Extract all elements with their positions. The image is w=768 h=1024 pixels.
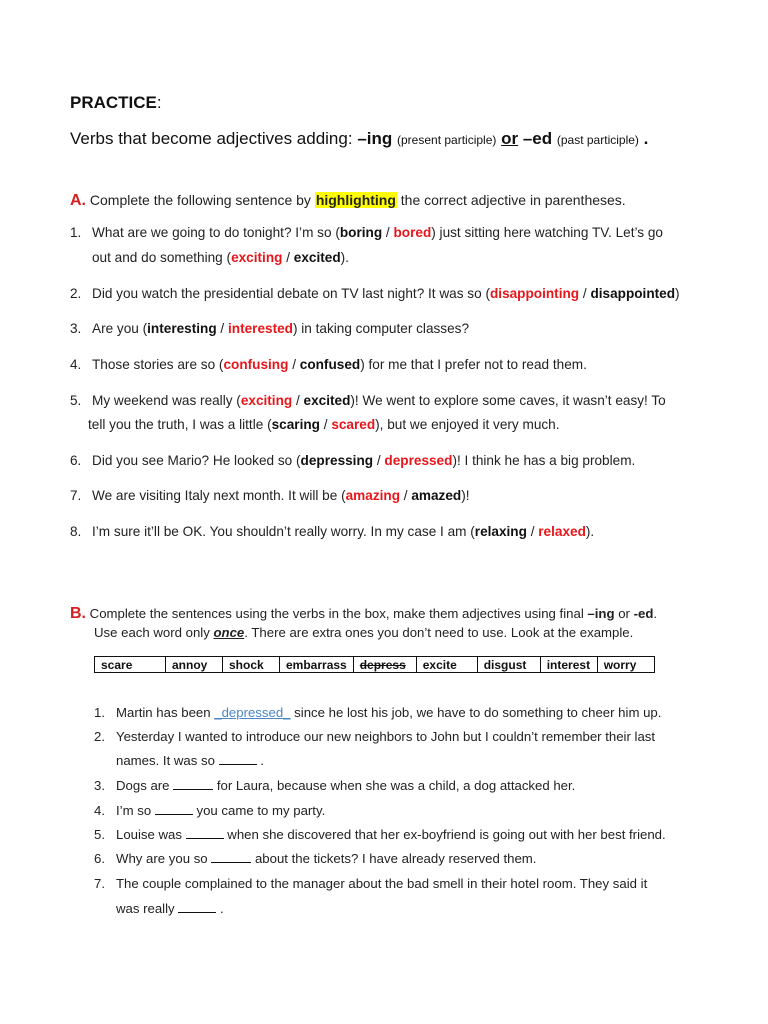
option-separator: / bbox=[319, 417, 332, 432]
item-number: 4. bbox=[94, 803, 105, 818]
item-text: What are we going to do tonight? I’m so ( bbox=[92, 225, 340, 240]
item-text: I’m sure it’ll be OK. You shouldn’t really worry. In my case I am ( bbox=[92, 524, 475, 539]
a-item-1 bbox=[70, 225, 663, 240]
item-number: 7. bbox=[70, 488, 82, 503]
option-separator: / bbox=[382, 225, 394, 240]
item-text: ). bbox=[585, 524, 595, 539]
section-b-text: . bbox=[653, 606, 658, 621]
option-b: excited bbox=[293, 250, 341, 265]
word-cell: interest bbox=[540, 657, 597, 673]
section-b-text: or bbox=[614, 606, 634, 621]
item-number: 3. bbox=[70, 321, 82, 336]
word-cell: scare bbox=[95, 657, 166, 673]
item-text: about the tickets? I have already reserved them. bbox=[251, 851, 537, 866]
item-text: Dogs are bbox=[116, 778, 174, 793]
a-item-1-line-2 bbox=[92, 250, 349, 265]
subtitle-ing: –ing bbox=[357, 129, 393, 148]
b-item-2-line-2 bbox=[116, 753, 264, 768]
option-separator: / bbox=[292, 393, 304, 408]
subtitle-ed-note: (past participle) bbox=[556, 133, 639, 147]
item-text: )! We went to explore some caves, it wasn’t easy! To bbox=[350, 393, 666, 408]
word-cell: disgust bbox=[477, 657, 540, 673]
page-title bbox=[70, 93, 162, 113]
word-cell: excite bbox=[416, 657, 477, 673]
a-item-8 bbox=[70, 524, 594, 539]
item-number: 5. bbox=[70, 393, 82, 408]
item-number: 6. bbox=[94, 851, 105, 866]
option-b: bored bbox=[393, 225, 432, 240]
section-b-instructions-line-2 bbox=[94, 625, 633, 640]
section-a-highlight: highlighting bbox=[315, 192, 396, 208]
item-text: Did you see Mario? He looked so ( bbox=[92, 453, 301, 468]
b-item-4 bbox=[94, 803, 325, 818]
option-separator: / bbox=[373, 453, 385, 468]
word-cell: shock bbox=[223, 657, 280, 673]
option-separator: / bbox=[526, 524, 539, 539]
subtitle bbox=[70, 129, 648, 149]
section-b-instructions-line-1 bbox=[70, 605, 657, 623]
item-text: Martin has been bbox=[116, 705, 215, 720]
item-text: Those stories are so ( bbox=[92, 357, 224, 372]
subtitle-lead: Verbs that become adjectives adding: bbox=[70, 129, 353, 148]
item-text: since he lost his job, we have to do something to cheer him up. bbox=[290, 705, 662, 720]
option-a: confusing bbox=[223, 357, 289, 372]
item-text: I’m so bbox=[116, 803, 155, 818]
section-b-text: Complete the sentences using the verbs in the box, make them adjectives using final bbox=[89, 606, 588, 621]
option-a: exciting bbox=[240, 393, 293, 408]
item-number: 1. bbox=[70, 225, 82, 240]
a-item-2 bbox=[70, 286, 680, 301]
option-separator: / bbox=[282, 250, 294, 265]
option-a: boring bbox=[339, 225, 383, 240]
item-text: names. It was so bbox=[116, 753, 219, 768]
item-text: was really bbox=[116, 901, 179, 916]
word-cell: worry bbox=[597, 657, 654, 673]
a-item-7 bbox=[70, 488, 470, 503]
subtitle-ed: –ed bbox=[522, 129, 553, 148]
option-b: excited bbox=[303, 393, 351, 408]
option-b: confused bbox=[299, 357, 361, 372]
section-a-text-after: the correct adjective in parentheses. bbox=[400, 192, 626, 208]
subtitle-end: . bbox=[643, 129, 649, 148]
section-b-text: Use each word only bbox=[94, 625, 214, 640]
item-text: Louise was bbox=[116, 827, 186, 842]
a-item-3 bbox=[70, 321, 469, 336]
item-text: My weekend was really ( bbox=[92, 393, 241, 408]
answer-blank[interactable] bbox=[178, 911, 216, 913]
item-text: ) just sitting here watching TV. Let’s go bbox=[431, 225, 663, 240]
option-b: interested bbox=[228, 321, 293, 336]
a-item-4 bbox=[70, 357, 587, 372]
item-text: for Laura, because when she was a child, a dog attacked her. bbox=[213, 778, 576, 793]
item-text: Why are you so bbox=[116, 851, 212, 866]
section-b-once: once bbox=[213, 625, 245, 640]
b-item-3 bbox=[94, 778, 575, 793]
option-separator: / bbox=[216, 321, 228, 336]
option-separator: / bbox=[288, 357, 300, 372]
option-a: disappointing bbox=[489, 286, 580, 301]
word-box bbox=[94, 656, 655, 673]
item-number: 2. bbox=[94, 729, 105, 744]
item-text: )! bbox=[461, 488, 470, 503]
item-text: ), but we enjoyed it very much. bbox=[375, 417, 560, 432]
option-a: amazing bbox=[345, 488, 400, 503]
option-separator: / bbox=[579, 286, 591, 301]
item-text: tell you the truth, I was a little ( bbox=[88, 417, 272, 432]
option-a: depressing bbox=[300, 453, 374, 468]
answer-blank[interactable] bbox=[173, 788, 213, 790]
item-text: The couple complained to the manager about the bad smell in their hotel room. They said it bbox=[116, 876, 648, 891]
answer-blank[interactable] bbox=[211, 861, 251, 863]
b-item-1 bbox=[94, 705, 661, 720]
option-b: relaxed bbox=[538, 524, 586, 539]
section-b-text: . There are extra ones you don’t need to use. Look at the example. bbox=[244, 625, 634, 640]
item-number: 6. bbox=[70, 453, 82, 468]
item-text: ) bbox=[675, 286, 680, 301]
item-text: Yesterday I wanted to introduce our new neighbors to John but I couldn’t remember their last bbox=[116, 729, 656, 744]
b-item-5 bbox=[94, 827, 666, 842]
item-number: 7. bbox=[94, 876, 105, 891]
word-cell: embarrass bbox=[280, 657, 354, 673]
option-a: interesting bbox=[147, 321, 217, 336]
section-b-ing: –ing bbox=[587, 606, 615, 621]
section-b-ed: -ed bbox=[633, 606, 654, 621]
item-number: 4. bbox=[70, 357, 82, 372]
a-item-5 bbox=[70, 393, 666, 408]
item-text: We are visiting Italy next month. It will be ( bbox=[92, 488, 346, 503]
section-a-letter: A. bbox=[70, 192, 86, 209]
subtitle-ing-note: (present participle) bbox=[397, 133, 497, 147]
option-separator: / bbox=[400, 488, 412, 503]
option-a: relaxing bbox=[474, 524, 527, 539]
item-text: you came to my party. bbox=[192, 803, 326, 818]
item-number: 1. bbox=[94, 705, 105, 720]
option-a: scaring bbox=[271, 417, 320, 432]
section-a-text-before: Complete the following sentence by bbox=[89, 192, 311, 208]
option-b: amazed bbox=[411, 488, 462, 503]
item-number: 5. bbox=[94, 827, 105, 842]
a-item-5-line-2 bbox=[88, 417, 560, 432]
item-text: Did you watch the presidential debate on TV last night? It was so ( bbox=[92, 286, 490, 301]
section-b-letter: B. bbox=[70, 605, 86, 622]
b-item-7 bbox=[94, 876, 647, 891]
item-text: )! I think he has a big problem. bbox=[452, 453, 636, 468]
item-number: 2. bbox=[70, 286, 82, 301]
item-number: 8. bbox=[70, 524, 82, 539]
b-item-6 bbox=[94, 851, 536, 866]
subtitle-or: or bbox=[501, 129, 519, 148]
b-item-2 bbox=[94, 729, 655, 744]
example-answer: _depressed_ bbox=[214, 705, 291, 720]
word-cell: annoy bbox=[166, 657, 223, 673]
option-b: depressed bbox=[384, 453, 453, 468]
item-text: . bbox=[256, 753, 264, 768]
word-cell-struck: depress bbox=[353, 657, 416, 673]
a-item-6 bbox=[70, 453, 635, 468]
item-text: ). bbox=[340, 250, 349, 265]
title-colon: : bbox=[156, 93, 162, 112]
item-text: when she discovered that her ex-boyfriend is going out with her best friend. bbox=[223, 827, 666, 842]
option-a: exciting bbox=[231, 250, 283, 265]
item-number: 3. bbox=[94, 778, 105, 793]
item-text: ) in taking computer classes? bbox=[292, 321, 470, 336]
answer-blank[interactable] bbox=[155, 813, 193, 815]
b-item-7-line-2 bbox=[116, 901, 224, 916]
title-text: PRACTICE bbox=[70, 93, 157, 112]
item-text: . bbox=[216, 901, 224, 916]
section-a-instructions bbox=[70, 192, 626, 210]
item-text: ) for me that I prefer not to read them. bbox=[360, 357, 587, 372]
item-text: Are you ( bbox=[92, 321, 148, 336]
option-b: scared bbox=[331, 417, 376, 432]
answer-blank[interactable] bbox=[186, 837, 224, 839]
option-b: disappointed bbox=[590, 286, 676, 301]
item-text: out and do something ( bbox=[92, 250, 232, 265]
answer-blank[interactable] bbox=[219, 763, 257, 765]
